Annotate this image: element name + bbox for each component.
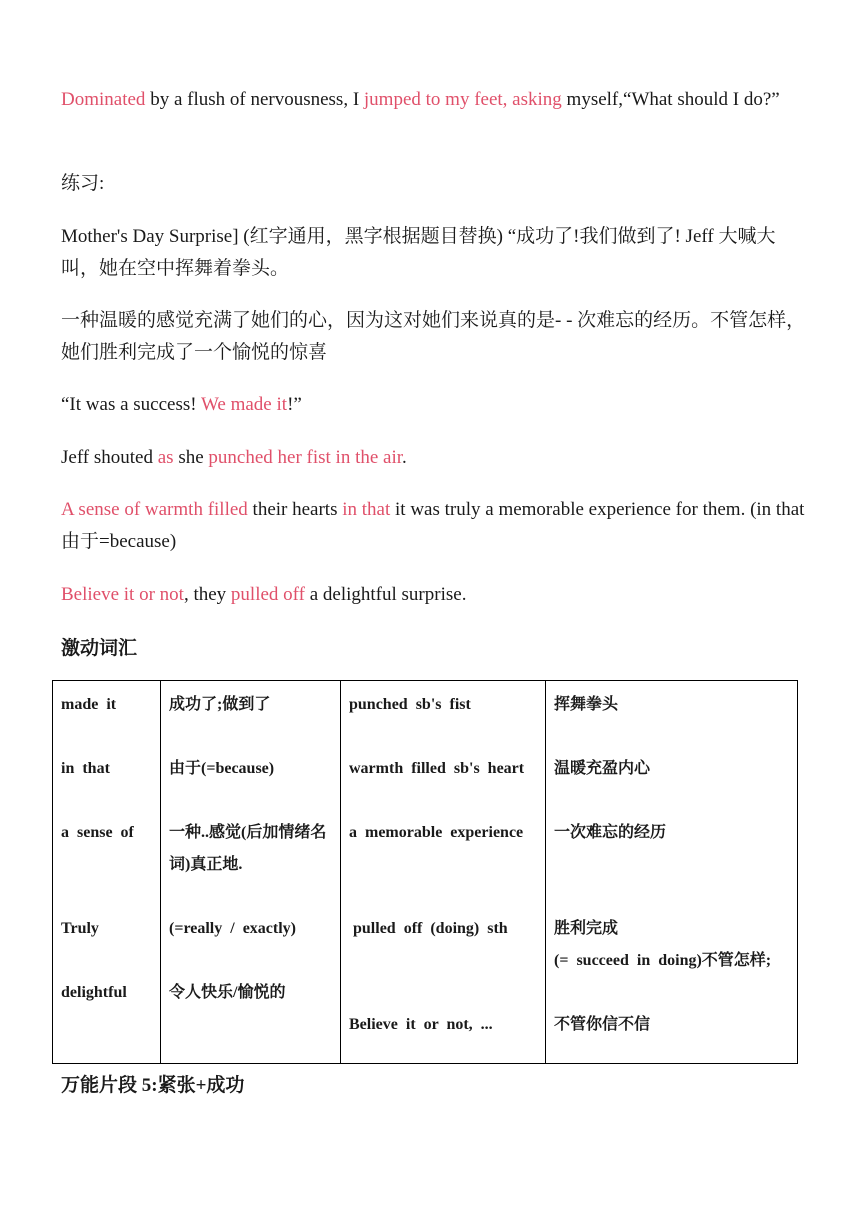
vocab-entry: pulled off (doing) sth <box>349 920 508 937</box>
highlighted-phrase: punched her fist in the air <box>208 447 403 468</box>
vocab-entry: delightful <box>61 984 127 1001</box>
practice-prompt-text: Mother's Day Surprise] (红字通用，黑字根据题目替换) “成功了!我们做到了! Jeff 大喊大叫，她在空中挥舞着拳头。 <box>61 226 776 279</box>
highlighted-phrase: We made it <box>201 394 288 415</box>
highlighted-phrase: jumped to my feet, asking <box>363 89 562 110</box>
highlighted-phrase: as <box>157 447 174 468</box>
vocab-entry: a memorable experience <box>349 824 524 841</box>
cell-spacer <box>349 945 537 977</box>
vocab-entry: 由于(=because) <box>169 760 275 777</box>
highlighted-phrase: Believe it or not <box>61 584 184 605</box>
cell-spacer <box>61 881 152 913</box>
vocab-entry: Believe it or not, ... <box>349 1016 493 1033</box>
cell-spacer <box>554 977 789 1009</box>
vocab-entry: 温暖充盈内心 <box>554 760 651 777</box>
section-5-heading: 万能片段 5:紧张+成功 <box>61 1075 245 1096</box>
cell-spacer <box>169 721 332 753</box>
text-run: it was truly a memorable experience for them. (in that 由于=because) <box>61 499 805 552</box>
cell-spacer <box>554 849 789 881</box>
text-run: their hearts <box>247 499 343 520</box>
cell-spacer <box>554 785 789 817</box>
vocab-entry: 一种..感觉(后加情绪名词)真正地. <box>169 824 327 873</box>
text-run: by a flush of nervousness, I <box>145 89 364 110</box>
vocab-table <box>52 680 798 1064</box>
cell-spacer <box>349 849 537 881</box>
vocab-entry: punched sb's fist <box>349 696 471 713</box>
sentence-jeff-shouted <box>61 442 811 474</box>
cell-spacer <box>169 945 332 977</box>
practice-label: 练习: <box>61 173 105 194</box>
cell-spacer <box>61 721 152 753</box>
vocab-col-english-2 <box>341 681 546 1064</box>
vocab-col-english-1 <box>53 681 161 1064</box>
vocab-heading: 激动词汇 <box>61 638 138 659</box>
practice-chinese-text: 一种温暖的感觉充满了她们的心，因为这对她们来说真的是- - 次难忘的经历。不管怎样，她们胜利完成了一个愉悦的惊喜 <box>61 310 806 363</box>
cell-spacer <box>349 721 537 753</box>
cell-spacer <box>61 945 152 977</box>
text-run: “It was a success! <box>61 394 201 415</box>
table-row <box>53 681 798 1064</box>
vocab-entry: (= succeed in doing)不管怎样; <box>554 952 772 969</box>
highlighted-phrase: pulled off <box>230 584 305 605</box>
sentence-success <box>61 389 811 421</box>
vocab-entry: 不管你信不信 <box>554 1016 651 1033</box>
sentence-sense-of-warmth <box>61 494 811 558</box>
cell-spacer <box>169 785 332 817</box>
vocab-entry: 挥舞拳头 <box>554 696 619 713</box>
text-run: Jeff shouted <box>61 447 158 468</box>
vocab-entry: 令人快乐/愉悦的 <box>169 984 286 1001</box>
cell-spacer <box>169 881 332 913</box>
vocab-entry: made it <box>61 696 117 713</box>
intro-paragraph-dominated <box>61 84 811 116</box>
vocab-entry: 成功了;做到了 <box>169 696 271 713</box>
text-run: myself,“What should I do?” <box>561 89 780 110</box>
vocab-entry: Truly <box>61 920 99 937</box>
text-run: a delightful surprise. <box>304 584 467 605</box>
vocab-entry: 胜利完成 <box>554 920 619 937</box>
highlighted-phrase: Dominated <box>61 89 146 110</box>
cell-spacer <box>61 849 152 881</box>
vocab-entry: (=really / exactly) <box>169 920 296 937</box>
cell-spacer <box>554 881 789 913</box>
cell-spacer <box>349 881 537 913</box>
text-run: she <box>173 447 209 468</box>
highlighted-phrase: A sense of warmth filled <box>61 499 248 520</box>
vocab-entry: warmth filled sb's heart <box>349 760 525 777</box>
cell-spacer <box>61 785 152 817</box>
vocab-entry: a sense of <box>61 824 134 841</box>
cell-spacer <box>554 721 789 753</box>
highlighted-phrase: in that <box>342 499 391 520</box>
text-run: !” <box>287 394 302 415</box>
vocab-col-chinese-1 <box>161 681 341 1064</box>
sentence-believe-it-or-not <box>61 579 811 611</box>
cell-spacer <box>349 977 537 1009</box>
text-run: , they <box>183 584 231 605</box>
vocab-col-chinese-2 <box>546 681 798 1064</box>
vocab-entry: 一次难忘的经历 <box>554 824 667 841</box>
vocab-entry: in that <box>61 760 110 777</box>
text-run: . <box>402 447 407 468</box>
cell-spacer <box>349 785 537 817</box>
